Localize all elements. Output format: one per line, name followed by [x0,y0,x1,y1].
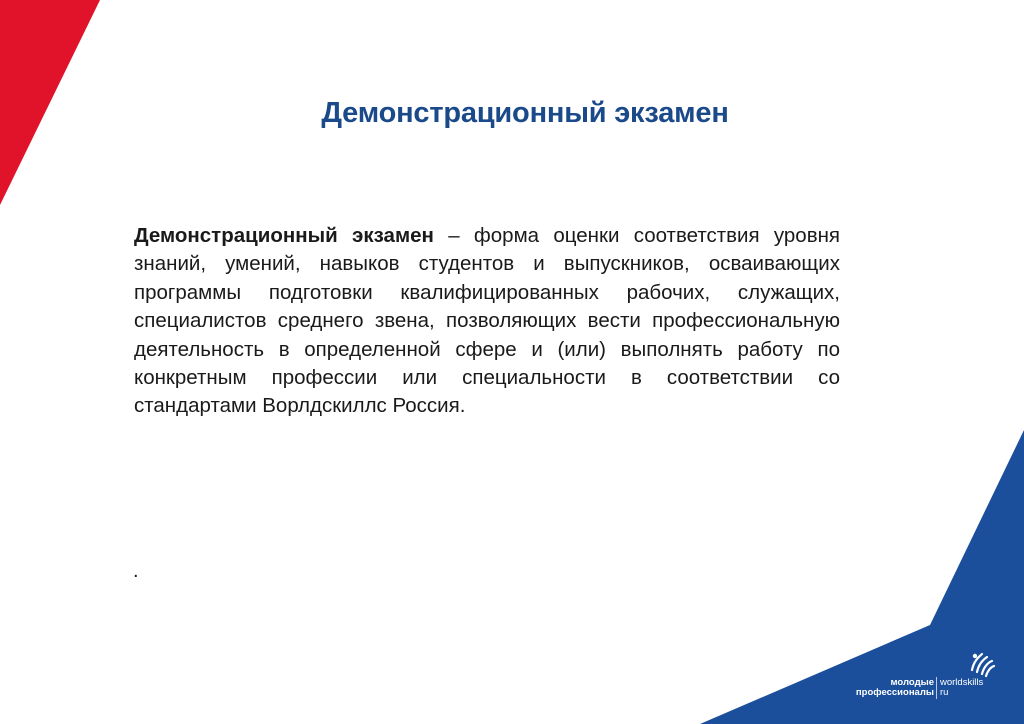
logo-text-professionals: профессионалы [855,687,934,698]
logo-text-young: молодые [890,677,934,688]
logo-text-worldskills: worldskills [940,677,984,688]
slide-title: Демонстрационный экзамен [321,97,729,129]
stray-mark: . [133,560,139,582]
definition-paragraph [134,222,840,421]
worldskills-logo [856,650,996,700]
worldskills-hand-icon [966,650,996,680]
definition-term: Демонстрационный экзамен [134,224,434,247]
logo-text-ru: ru [940,687,949,698]
definition-text: – форма оценки соответствия уровня знаний, умений, навыков студентов и выпускников, осваивающих программы подготовки квалифицированных рабочих, служащих, специалистов среднего звена, позволяющих вести профессиональную деятельность в определенной сфере и (или) выполнять работу по конкретным профессии или специальности в соответствии со стандартами Ворлдскиллс Россия. [134,224,841,418]
logo-divider [936,677,937,699]
